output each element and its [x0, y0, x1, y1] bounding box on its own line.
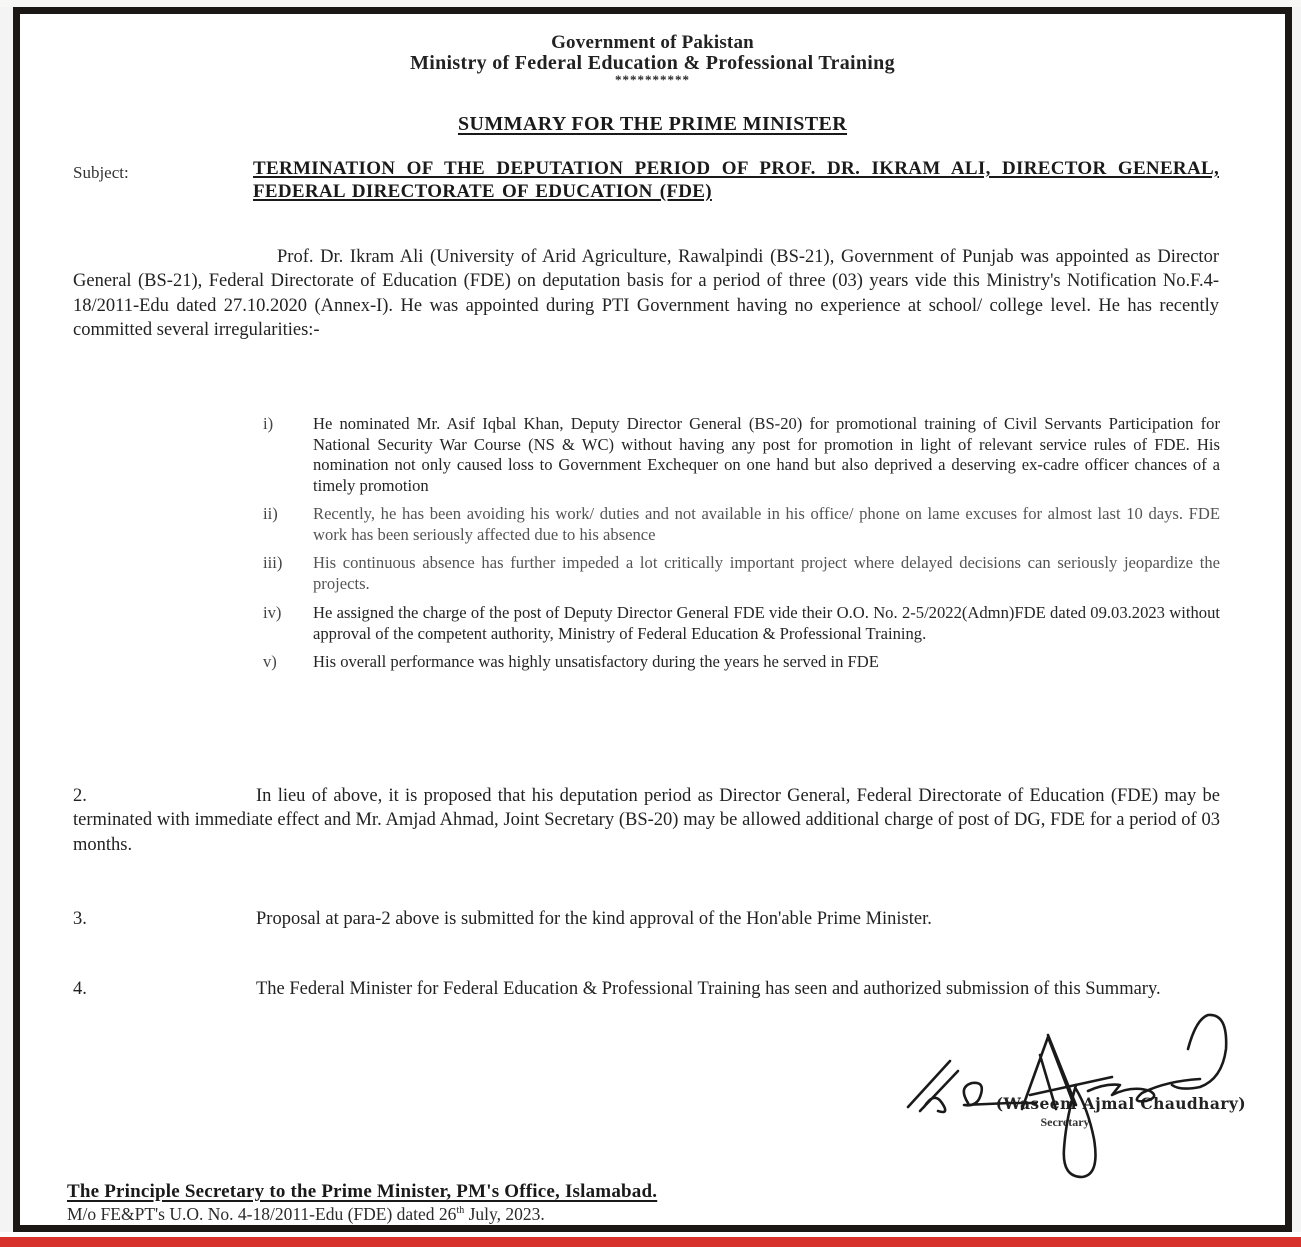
paragraph-number: 3.	[73, 909, 87, 929]
paragraph-3	[73, 907, 1220, 931]
header-ministry: Ministry of Federal Education & Professional Training	[410, 52, 895, 74]
list-item-text: He nominated Mr. Asif Iqbal Khan, Deputy Director General (BS-20) for promotional training of Civil Servants Participation for National Security War Course (NS & WC) without having any post for promotion in light of relevant service rules of FDE. His nomination not only caused loss to Government Exchequer on one hand but also deprived a deserving ex-cadre officer chances of a timely promotion	[313, 414, 1220, 495]
addressee-line	[67, 1181, 657, 1203]
paragraph-text: In lieu of above, it is proposed that his deputation period as Director General, Federal Directorate of Education (FDE) may be terminated with immediate effect and Mr. Amjad Ahmad, Joint Secretary (BS-20) may be allowed additional charge of post of DG, FDE for a period of 03 months.	[73, 786, 1220, 855]
reference-suffix: July, 2023.	[464, 1204, 545, 1224]
list-marker: ii)	[263, 504, 278, 523]
document-title-text: SUMMARY FOR THE PRIME MINISTER	[457, 113, 848, 135]
paragraph-text: Proposal at para-2 above is submitted for the kind approval of the Hon'able Prime Minister.	[256, 909, 932, 929]
list-marker: i)	[263, 414, 274, 433]
header-separator: **********	[615, 72, 690, 87]
list-item	[263, 553, 1220, 594]
reference-line	[67, 1204, 545, 1225]
list-item-text: His overall performance was highly unsatisfactory during the years he served in FDE	[313, 652, 879, 671]
header-government: Government of Pakistan	[551, 32, 754, 53]
subject-label: Subject:	[73, 163, 129, 182]
signatory-designation: Secretary	[1040, 1115, 1090, 1129]
signature-stroke	[1022, 1035, 1112, 1109]
paragraph-text: The Federal Minister for Federal Education & Professional Training has seen and authorized submission of this Summary.	[256, 979, 1161, 999]
list-marker: v)	[263, 652, 277, 671]
list-item	[263, 603, 1220, 644]
document-frame	[13, 7, 1292, 1232]
document-title	[20, 113, 1285, 136]
accent-bar	[0, 1237, 1301, 1247]
signature-stroke	[1088, 1079, 1200, 1101]
paragraph-1: Prof. Dr. Ikram Ali (University of Arid Agriculture, Rawalpindi (BS-21), Government of Punjab was appointed as Director General (BS-21), Federal Directorate of Education (FDE) on deputation basis for a period of three (03) years vide this Ministry's Notification No.F.4-18/2011-Edu dated 27.10.2020 (Annex-I). He was appointed during PTI Government having no experience at school/ college level. He has recently committed several irregularities:-	[73, 247, 1219, 340]
paragraph-2	[73, 784, 1220, 857]
subject-text	[253, 157, 1219, 203]
paragraph-number: 2.	[73, 786, 87, 806]
irregularities-list	[263, 414, 1220, 673]
addressee-text: The Principle Secretary to the Prime Minister, PM's Office, Islamabad.	[67, 1181, 658, 1202]
list-item-text: His continuous absence has further impeded a lot critically important project where delayed decisions can seriously jeopardize the projects.	[313, 553, 1220, 593]
list-item	[263, 414, 1220, 496]
signature-stroke	[908, 1061, 958, 1112]
list-item	[263, 504, 1220, 545]
list-marker: iii)	[263, 553, 283, 572]
signature-stroke	[1064, 1085, 1096, 1177]
reference-prefix: M/o FE&PT's U.O. No. 4-18/2011-Edu (FDE) dated 26	[67, 1204, 457, 1224]
list-item	[263, 652, 1220, 673]
list-marker: iv)	[263, 603, 282, 622]
list-item-text: Recently, he has been avoiding his work/ duties and not available in his office/ phone on lame excuses for almost last 10 days. FDE work has been seriously affected due to his absence	[313, 504, 1220, 544]
top-margin-strip	[0, 0, 1301, 7]
subject-text-content: TERMINATION OF THE DEPUTATION PERIOD OF PROF. DR. IKRAM ALI, DIRECTOR GENERAL, FEDERAL DIRECTORATE OF EDUCATION (FDE)	[253, 158, 1219, 202]
paragraph-4	[73, 977, 1220, 1001]
reference-ordinal: th	[456, 1205, 465, 1217]
signatory-name: (Waseem Ajmal Chaudhary)	[995, 1094, 1246, 1113]
handwritten-signature	[850, 999, 1270, 1189]
list-item-text: He assigned the charge of the post of Deputy Director General FDE vide their O.O. No. 2-5/2022(Admn)FDE dated 09.03.2023 without approval of the competent authority, Ministry of Federal Education & Professional Training.	[313, 603, 1220, 643]
signature-stroke	[1172, 1015, 1226, 1089]
paragraph-number: 4.	[73, 979, 87, 999]
